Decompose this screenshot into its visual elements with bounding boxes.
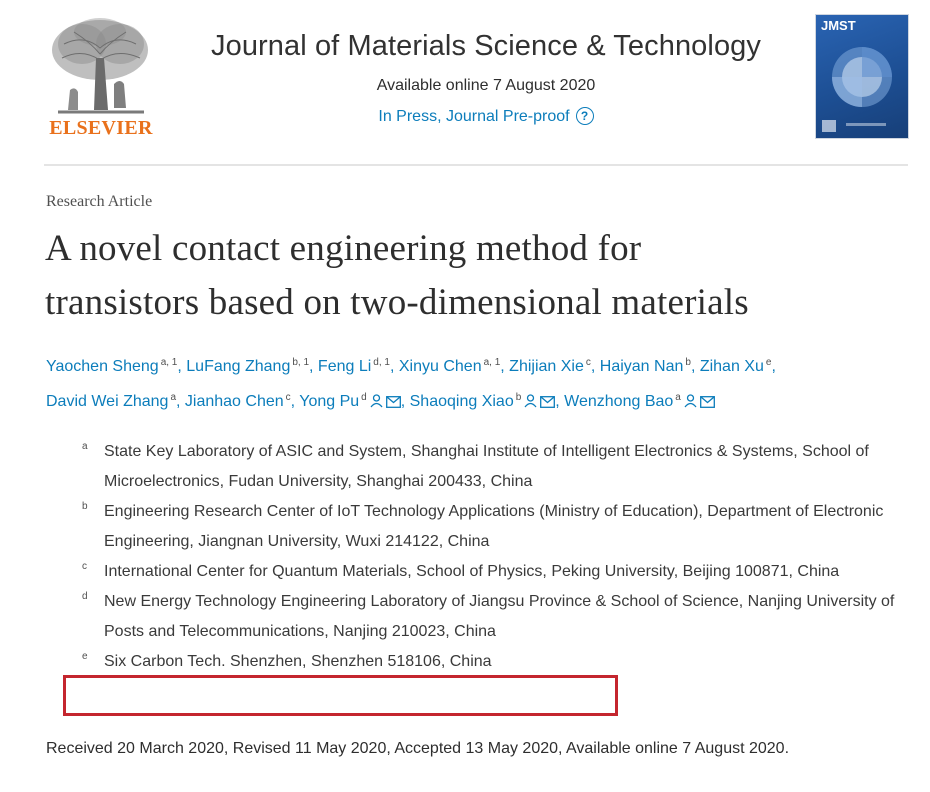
author-link[interactable] [46, 358, 177, 375]
affiliation-item [82, 497, 902, 557]
affiliation-item [82, 587, 902, 647]
affiliation-label: a [82, 441, 88, 452]
person-icon[interactable] [684, 394, 697, 408]
article-title [45, 222, 915, 330]
journal-status-label[interactable]: In Press, Journal Pre-proof [378, 108, 570, 125]
help-icon[interactable]: ? [576, 107, 594, 125]
article-dates: Received 20 March 2020, Revised 11 May 2020, Accepted 13 May 2020, Available online 7 August 2020. [46, 740, 790, 757]
author-name[interactable]: Yong Pu [299, 393, 360, 410]
affiliation-item [82, 437, 902, 497]
affiliation-text: Six Carbon Tech. Shenzhen, Shenzhen 518106, China [104, 653, 492, 670]
mail-icon[interactable] [540, 396, 555, 408]
elsevier-wordmark: ELSEVIER [49, 117, 153, 139]
author-affil-ref: a [170, 392, 176, 403]
author-affil-ref: b [515, 392, 522, 403]
author-name[interactable]: Xinyu Chen [398, 358, 482, 375]
author-affil-ref: c [585, 357, 591, 368]
author-list: Yaochen Sheng $^{a, 1}$, LuFang Zhang $^{b, 1}$, Feng Li $^{d, 1}$, Xinyu Chen $^{a, 1}$, Zhijian Xie $^c$, Haiyan Nan $^b$, Zihan Xu $^e$, David Wei Zhang $^a$, Jianhao Chen $^c$, Yong Pu $^d$ , Shaoqing Xiao $^b$ , Wenzhong Bao $^a$ [46, 357, 776, 410]
author-link[interactable] [410, 393, 522, 410]
header-divider [44, 164, 908, 166]
author-name[interactable]: LuFang Zhang [186, 358, 291, 375]
author-link[interactable] [186, 358, 309, 375]
affiliation-label: c [82, 561, 87, 572]
author-affil-ref: d [361, 392, 367, 403]
author-link[interactable] [318, 358, 390, 375]
author-link[interactable] [399, 358, 500, 375]
author-name[interactable]: Haiyan Nan [599, 358, 684, 375]
author-affil-ref: b, 1 [292, 357, 310, 368]
author-name[interactable]: Shaoqing Xiao [409, 393, 514, 410]
author-link[interactable] [185, 393, 291, 410]
author-affil-ref: e [765, 357, 772, 368]
affiliation-item [82, 557, 902, 587]
affiliation-item [82, 647, 902, 677]
author-affil-ref: a, 1 [160, 357, 178, 368]
affiliation-label: d [82, 591, 88, 602]
author-link[interactable] [700, 358, 772, 375]
author-name[interactable]: Zhijian Xie [509, 358, 584, 375]
author-name[interactable]: Feng Li [317, 358, 372, 375]
affiliation-text: New Energy Technology Engineering Laboratory of Jiangsu Province & School of Science, Nanjing University of Posts and Telecommunications, Nanjing 210023, China [104, 593, 895, 640]
author-link[interactable] [46, 393, 176, 410]
affiliation-label: e [82, 651, 88, 662]
author-link[interactable] [564, 393, 681, 410]
author-affil-ref: d, 1 [373, 357, 390, 368]
author-name[interactable]: Wenzhong Bao [564, 393, 674, 410]
author-link[interactable] [299, 393, 366, 410]
person-icon[interactable] [370, 394, 383, 408]
mail-icon[interactable] [700, 396, 715, 408]
affiliation-text: Engineering Research Center of IoT Technology Applications (Ministry of Education), Department of Electronic Engineering, Jiangnan University, Wuxi 214122, China [104, 503, 884, 550]
affiliation-list [82, 437, 902, 677]
highlight-box [63, 675, 618, 716]
author-affil-ref: a [675, 392, 681, 403]
mail-icon[interactable] [386, 396, 401, 408]
author-name[interactable]: Jianhao Chen [184, 393, 284, 410]
journal-availability: Available online 7 August 2020 [376, 77, 596, 94]
article-type: Research Article [46, 193, 153, 210]
affiliation-text: State Key Laboratory of ASIC and System, Shanghai Institute of Intelligent Electronics & Systems, School of Microelectronics, Fudan University, Shanghai 200433, China [104, 443, 869, 490]
affiliation-label: b [82, 501, 88, 512]
affiliation-text: International Center for Quantum Materials, School of Physics, Peking University, Beijing 100871, China [104, 563, 840, 580]
author-affil-ref: c [285, 392, 291, 403]
journal-status-link[interactable] [170, 107, 802, 126]
author-affil-ref: a, 1 [483, 357, 501, 368]
cover-title: JMST [821, 18, 856, 33]
author-link[interactable] [600, 358, 691, 375]
journal-title[interactable]: Journal of Materials Science & Technology [210, 30, 762, 62]
author-name[interactable]: David Wei Zhang [46, 393, 169, 410]
author-name[interactable]: Zihan Xu [699, 358, 764, 375]
author-name[interactable]: Yaochen Sheng [46, 358, 159, 375]
author-link[interactable] [509, 358, 591, 375]
person-icon[interactable] [524, 394, 537, 408]
article-title-line2: transistors based on two-dimensional materials [45, 282, 749, 323]
author-affil-ref: b [685, 357, 691, 368]
journal-cover-image[interactable] [816, 15, 908, 138]
article-title-line1: A novel contact engineering method for [45, 228, 642, 269]
